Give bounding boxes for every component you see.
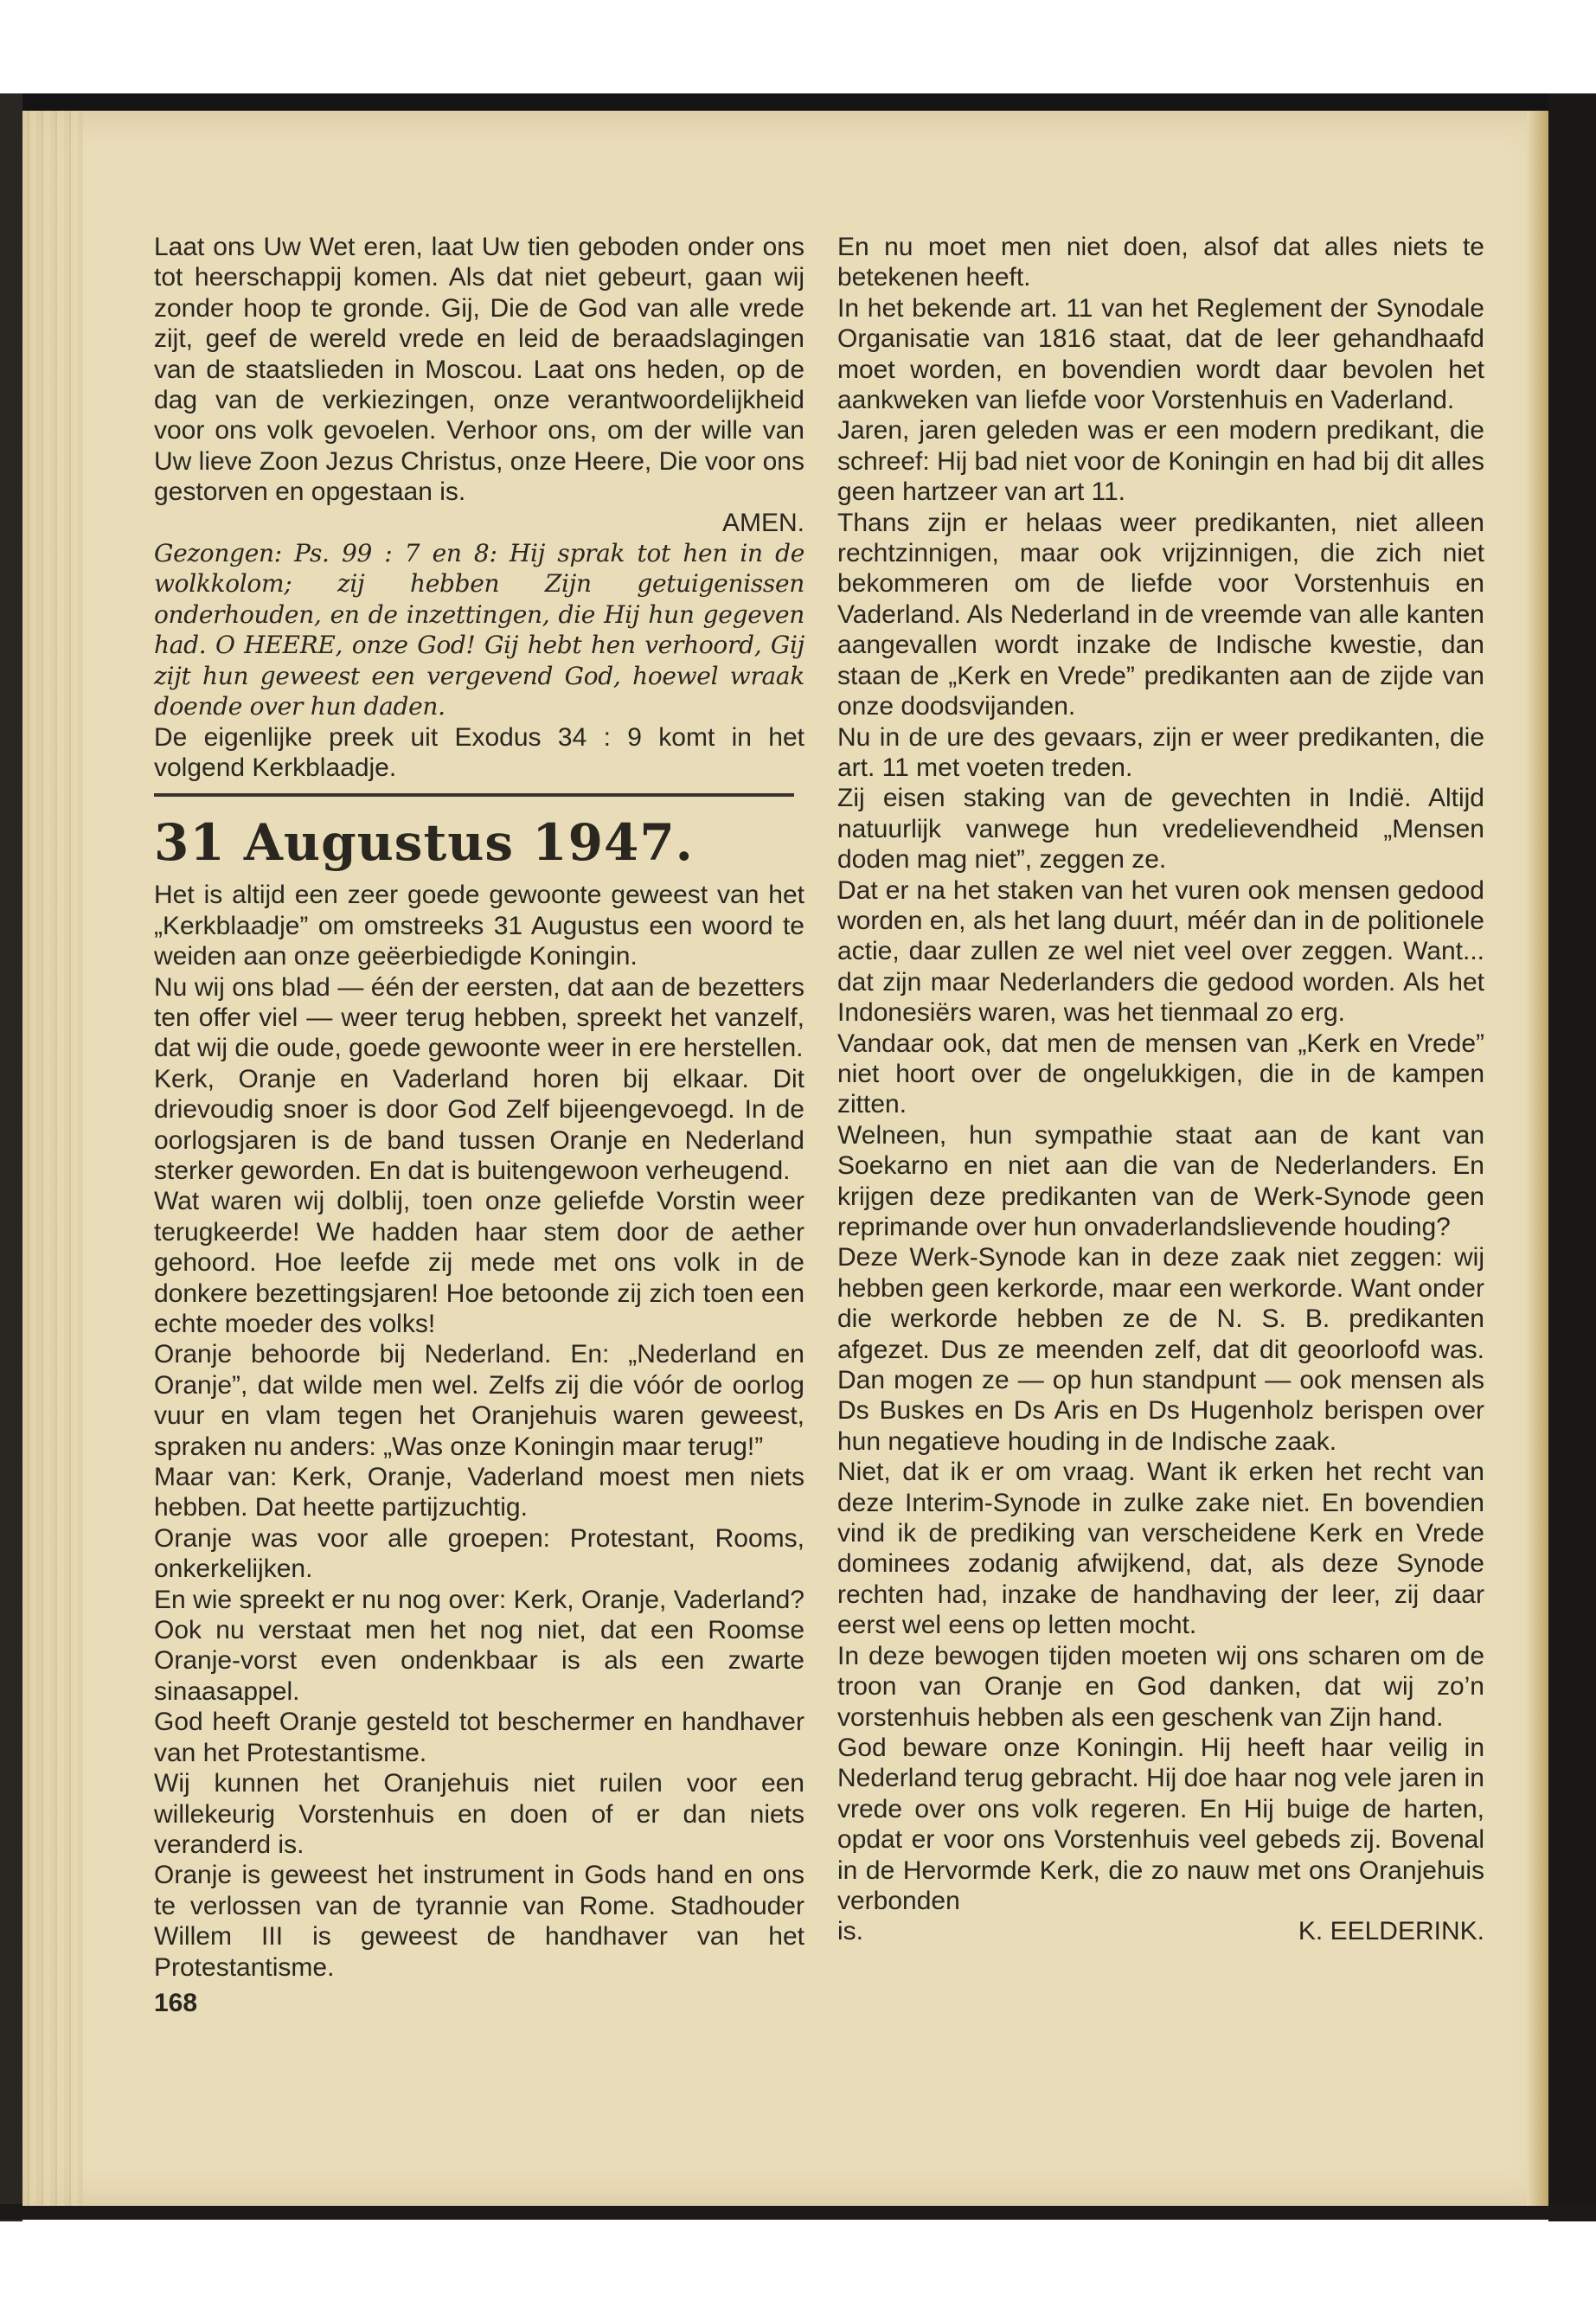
article-paragraph: Welneen, hun sympathie staat aan de kant van Soekarno en niet aan die van de Nederlanders. En krijgen deze predikanten van de Werk-Synode geen reprimande over hun onvaderlandslievende houding? [837,1120,1484,1241]
right-column [837,232,1484,1947]
left-column [154,232,804,2018]
article-paragraph: Nu wij ons blad — één der eersten, dat aan de bezetters ten offer viel — weer terug hebben, spreekt het vanzelf, dat wij die oude, goede gewoonte weer in ere herstellen. [154,972,804,1063]
article-paragraph: Oranje behoorde bij Nederland. En: „Nederland en Oranje”, dat wilde men wel. Zelfs zij die vóór de oorlog vuur en vlam tegen het Oranjehuis waren geweest, spraken nu anders: „Was onze Koningin maar terug!” [154,1340,804,1461]
article-paragraph: Maar van: Kerk, Oranje, Vaderland moest men niets hebben. Dat heette partijzuchtig. [154,1463,804,1522]
closing-word: is. [837,1917,863,1946]
gezongen-paragraph: Gezongen: Ps. 99 : 7 en 8: Hij sprak tot hen in de wolkkolom; zij hebben Zijn getuigenissen onderhouden, en de inzettingen, die Hij hun gegeven had. O HEERE, onze God! Gij hebt hen verhoord, Gij zijt hun geweest een vergevend God, hoewel wraak doende over hun daden. [154,539,804,721]
author-signature: K. EELDERINK. [1298,1917,1484,1946]
article-paragraph: Wat waren wij dolblij, toen onze geliefde Vorstin weer terugkeerde! We hadden haar stem door de aether gehoord. Hoe leefde zij mede met ons volk in de donkere bezettingsjaren! Hoe betoonde zij zich toen een echte moeder des volks! [154,1187,804,1338]
article-paragraph: God heeft Oranje gesteld tot beschermer en handhaver van het Protestantisme. [154,1708,804,1767]
article-paragraph: Dat er na het staken van het vuren ook mensen gedood worden en, als het lang duurt, méér dan in de politionele actie, daar zullen ze wel niet veel over zeggen. Want... dat zijn maar Nederlanders die gedood worden. Als het Indonesiërs waren, was het tienmaal zo erg. [837,875,1484,1028]
book-left-edge [0,93,22,2221]
article-paragraph: Het is altijd een zeer goede gewoonte geweest van het „Kerkblaadje” om omstreeks 31 Augustus een woord te weiden aan onze geëerbiedigde Koningin. [154,881,804,971]
preek-note: De eigenlijke preek uit Exodus 34 : 9 komt in het volgend Kerkblaadje. [154,722,804,782]
signature-line [837,1916,1484,1946]
article-paragraph: Jaren, jaren geleden was er een modern predikant, die schreef: Hij bad niet voor de Koningin en had bij dit alles geen hartzeer van art 11. [837,416,1484,507]
article-paragraph: Vandaar ook, dat men de mensen van „Kerk en Vrede” niet hoort over de ongelukkigen, die in de kampen zitten. [837,1029,1484,1119]
section-divider [154,793,794,797]
article-paragraph: Thans zijn er helaas weer predikanten, niet alleen rechtzinnigen, maar ook vrijzinnigen, die zich niet bekommeren om de liefde voor Vorstenhuis en Vaderland. Als Nederland in de vreemde van alle kanten aangevallen wordt inzake de Indische kwestie, dan staan de „Kerk en Vrede” predikanten aan de zijde van onze doodsvijanden. [837,508,1484,721]
article-paragraph: Zij eisen staking van de gevechten in Indië. Altijd natuurlijk vanwege hun vredelievendheid „Mensen doden mag niet”, zeggen ze. [837,784,1484,875]
book-right-edge [1548,93,1596,2221]
prayer-paragraph: Laat ons Uw Wet eren, laat Uw tien geboden onder ons tot heerschappij komen. Als dat niet gebeurt, gaan wij zonder hoop te gronde. Gij, Die de God van alle vrede zijt, geef de wereld vrede en leid de beraadslagingen van de staatslieden in Moscou. Laat ons heden, op de dag van de verkiezingen, onze verantwoordelijkheid voor ons volk gevoelen. Verhoor ons, om der wille van Uw lieve Zoon Jezus Christus, onze Heere, Die voor ons gestorven en opgestaan is. [154,233,804,507]
article-paragraph: Oranje is geweest het instrument in Gods hand en ons te verlossen van de tyrannie van Rome. Stadhouder Willem III is geweest de handhaver van het Protestantisme. [154,1861,804,1982]
article-paragraph: Deze Werk-Synode kan in deze zaak niet zeggen: wij hebben geen kerkorde, maar een werkorde. Want onder die werkorde hebben ze de N. S. B. predikanten afgezet. Dus ze meenden zelf, dat dit geoorloofd was. Dan mogen ze — op hun standpunt — ook mensen als Ds Buskes en Ds Aris en Ds Hugenholz berispen over hun negatieve houding in de Indische zaak. [837,1243,1484,1456]
article-paragraph: En nu moet men niet doen, alsof dat alles niets te betekenen heeft. [837,233,1484,292]
article-paragraph: In deze bewogen tijden moeten wij ons scharen om de troon van Oranje en God danken, dat wij zo’n vorstenhuis hebben als een geschenk van Zijn hand. [837,1641,1484,1732]
final-paragraph: God beware onze Koningin. Hij heeft haar veilig in Nederland terug gebracht. Hij doe haar nog vele jaren in vrede over ons volk regeren. En Hij buige de harten, opdat er voor ons Vorstenhuis veel gebeds zij. Bovenal in de Hervormde Kerk, die zo nauw met ons Oranjehuis verbonden [837,1733,1484,1915]
book-top-edge [0,93,1596,112]
page-stack-edges [22,111,83,2206]
amen-line: AMEN. [721,508,804,537]
article-paragraph: Niet, dat ik er om vraag. Want ik erken het recht van deze Interim-Synode in zulke zake niet. En bovendien vind ik de prediking van verscheidene Kerk en Vrede dominees zodanig afwijkend, dat, als deze Synode rechten had, inzake de handhaving der leer, zij daar eerst wel eens op letten mocht. [837,1458,1484,1640]
page-right-shadow [1527,111,1548,2206]
article-heading: 31 Augustus 1947. [154,813,694,873]
article-paragraph: En wie spreekt er nu nog over: Kerk, Oranje, Vaderland? Ook nu verstaat men het nog niet, dat een Roomse Oranje-vorst even ondenkbaar is als een zwarte sinaasappel. [154,1585,804,1706]
article-paragraph: Oranje was voor alle groepen: Protestant, Rooms, onkerkelijken. [154,1523,804,1584]
book-bottom-edge [0,2204,1596,2220]
article-paragraph: In het bekende art. 11 van het Reglement der Synodale Organisatie van 1816 staat, dat de leer gehandhaafd moet worden, en bovendien wordt daar bevolen het aankweken van liefde voor Vorstenhuis en Vaderland. [837,293,1484,415]
article-paragraph: Kerk, Oranje en Vaderland horen bij elkaar. Dit drievoudig snoer is door God Zelf bijeengevoegd. In de oorlogsjaren is de band tussen Oranje en Nederland sterker geworden. En dat is buitengewoon verheugend. [154,1064,804,1185]
page-number: 168 [154,1988,198,2017]
article-paragraph: Wij kunnen het Oranjehuis niet ruilen voor een willekeurig Vorstenhuis en doen of er dan niets veranderd is. [154,1769,804,1859]
article-paragraph: Nu in de ure des gevaars, zijn er weer predikanten, die art. 11 met voeten treden. [837,722,1484,782]
